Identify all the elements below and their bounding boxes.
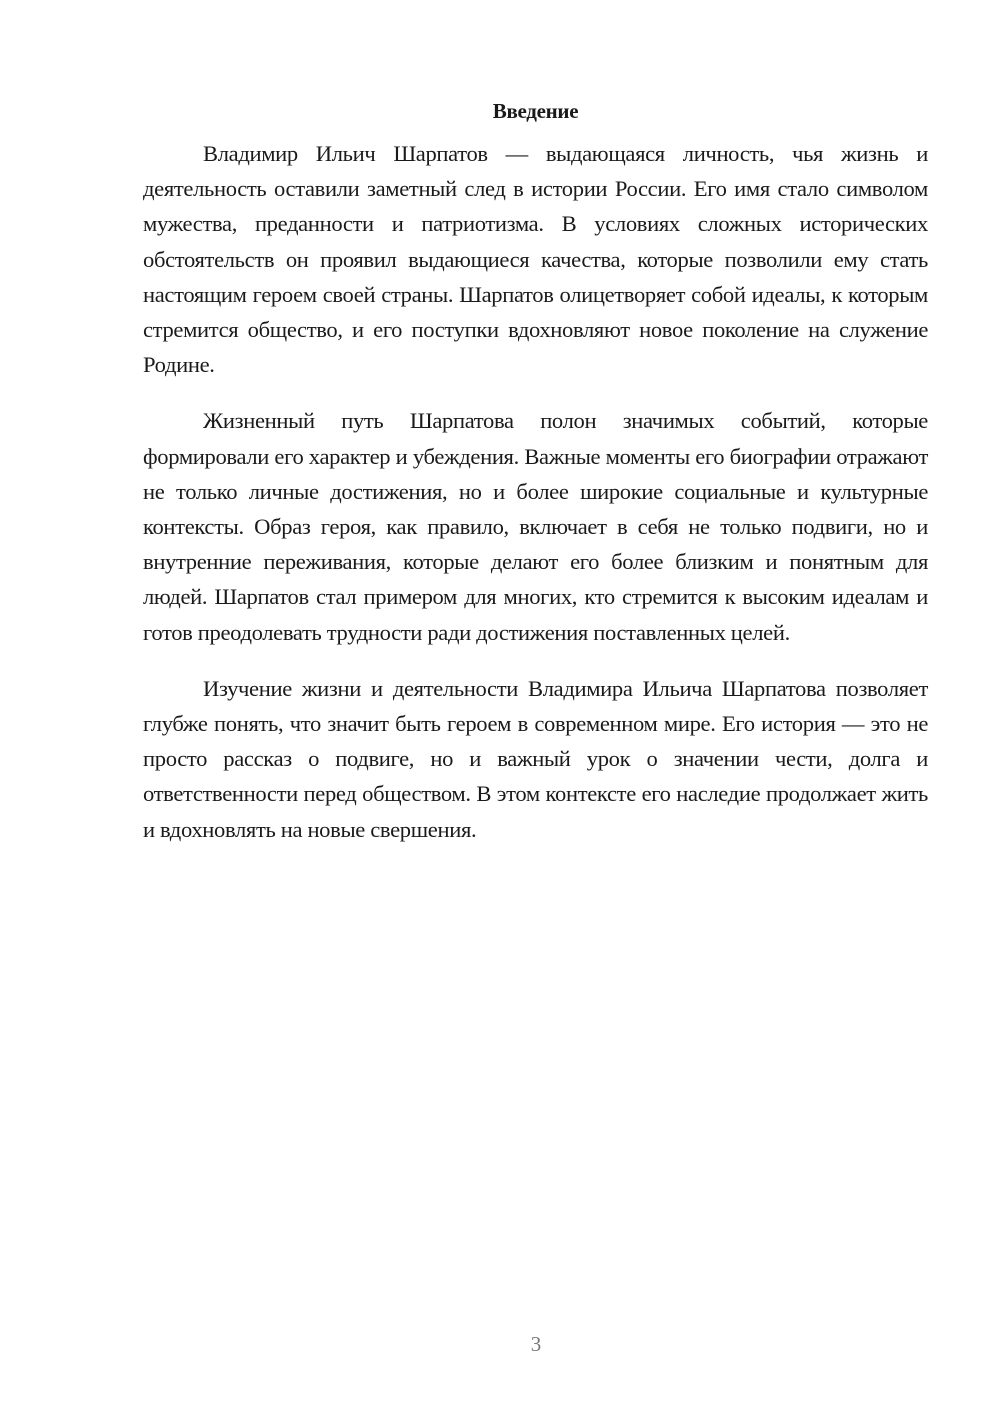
paragraph-1: Владимир Ильич Шарпатов — выдающаяся личность, чья жизнь и деятельность оставили заметный след в истории России. Его имя стало символом мужества, преданности и патриотизма. В условиях сложных исторических обстоятельств он проявил выдающиеся качества, которые позволили ему стать настоящим героем своей страны. Шарпатов олицетворяет собой идеалы, к которым стремится общество, и его поступки вдохновляют новое поколение на служение Родине. [143,141,928,378]
page-number: 3 [530,1332,542,1356]
paragraph-3: Изучение жизни и деятельности Владимира Ильича Шарпатова позволяет глубже понять, что значит быть героем в современном мире. Его история — это не просто рассказ о подвиге, но и важный урок о значении чести, долга и ответственности перед обществом. В этом контексте его наследие продолжает жить и вдохновлять на новые свершения. [143,675,928,842]
page-content [143,96,928,868]
paragraph-2: Жизненный путь Шарпатова полон значимых событий, которые формировали его характер и убеждения. Важные моменты его биографии отражают не только личные достижения, но и более широкие социальные и культурные контексты. Образ героя, как правило, включает в себя не только подвиги, но и внутренние переживания, которые делают его более близким и понятным для людей. Шарпатов стал примером для многих, кто стремится к высоким идеалам и готов преодолевать трудности ради достижения поставленных целей. [143,408,928,645]
section-heading: Введение [492,99,579,123]
